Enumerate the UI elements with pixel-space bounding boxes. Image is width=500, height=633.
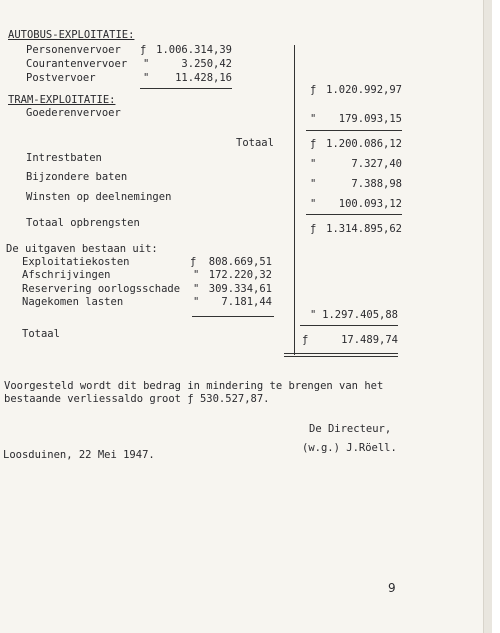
proposal-line: bestaande verliessaldo groot ƒ 530.527,87. — [4, 393, 270, 405]
currency-mark: " — [310, 309, 317, 321]
autobus-row-label: Postvervoer — [26, 72, 96, 84]
expense-label: Reservering oorlogsschade — [22, 283, 181, 295]
tram-heading: TRAM-EXPLOITATIE: — [8, 94, 116, 106]
currency-mark: " — [193, 283, 200, 295]
subtotal-rule — [140, 88, 232, 89]
income-amount: 100.093,12 — [338, 198, 402, 210]
currency-mark: " — [143, 72, 150, 84]
totaal-label: Totaal — [236, 137, 274, 149]
currency-mark: " — [310, 198, 317, 210]
currency-mark: " — [193, 269, 200, 281]
total-rule — [306, 214, 402, 215]
place-date: Loosduinen, 22 Mei 1947. — [3, 449, 155, 461]
column-divider — [294, 45, 295, 355]
income-label: Winsten op deelnemingen — [26, 191, 172, 203]
expenses-heading: De uitgaven bestaan uit: — [6, 243, 158, 255]
signature-title: De Directeur, — [309, 423, 392, 435]
currency-mark: " — [310, 178, 317, 190]
totaal-amount: 1.200.086,12 — [326, 138, 402, 150]
tram-row-label: Goederenvervoer — [26, 107, 121, 119]
tram-row-amount: 179.093,15 — [338, 113, 402, 125]
expense-amount: 309.334,61 — [208, 283, 272, 295]
expense-amount: 172.220,32 — [208, 269, 272, 281]
total-rule — [306, 130, 402, 131]
currency-mark: " — [143, 58, 150, 70]
autobus-row-amount: 1.006.314,39 — [156, 44, 232, 56]
income-label: Bijzondere baten — [26, 171, 128, 183]
total-income-amount: 1.314.895,62 — [326, 223, 402, 235]
signature-name: (w.g.) J.Röell. — [302, 442, 397, 454]
autobus-row-label: Personenvervoer — [26, 44, 121, 56]
currency-mark: ƒ — [310, 84, 317, 96]
autobus-subtotal: 1.020.992,97 — [326, 84, 402, 96]
double-rule-top — [284, 353, 398, 354]
currency-mark: " — [193, 296, 200, 308]
income-amount: 7.327,40 — [351, 158, 402, 170]
totaal-label: Totaal — [22, 328, 60, 340]
autobus-heading: AUTOBUS-EXPLOITATIE: — [8, 29, 135, 41]
currency-mark: ƒ — [310, 223, 317, 235]
page-edge — [483, 0, 492, 633]
double-rule-bottom — [284, 356, 398, 357]
expense-label: Exploitatiekosten — [22, 256, 130, 268]
currency-mark: " — [310, 113, 317, 125]
currency-mark: " — [310, 158, 317, 170]
expense-amount: 808.669,51 — [208, 256, 272, 268]
income-amount: 7.388,98 — [351, 178, 402, 190]
income-label: Intrestbaten — [26, 152, 102, 164]
currency-mark: ƒ — [302, 334, 309, 346]
expense-label: Nagekomen lasten — [22, 296, 124, 308]
expense-amount: 7.181,44 — [221, 296, 272, 308]
proposal-line: Voorgesteld wordt dit bedrag in mindering te brengen van het — [4, 380, 384, 392]
autobus-row-amount: 3.250,42 — [181, 58, 232, 70]
currency-mark: ƒ — [140, 44, 147, 56]
currency-mark: ƒ — [310, 138, 317, 150]
total-income-label: Totaal opbrengsten — [26, 217, 140, 229]
autobus-row-label: Courantenvervoer — [26, 58, 128, 70]
currency-mark: ƒ — [190, 256, 197, 268]
subtotal-rule — [192, 316, 274, 317]
expenses-subtotal: 1.297.405,88 — [322, 309, 398, 321]
totaal-amount: 17.489,74 — [341, 334, 398, 346]
total-rule — [300, 325, 398, 326]
autobus-row-amount: 11.428,16 — [175, 72, 232, 84]
page-number: 9 — [388, 581, 396, 595]
expense-label: Afschrijvingen — [22, 269, 111, 281]
